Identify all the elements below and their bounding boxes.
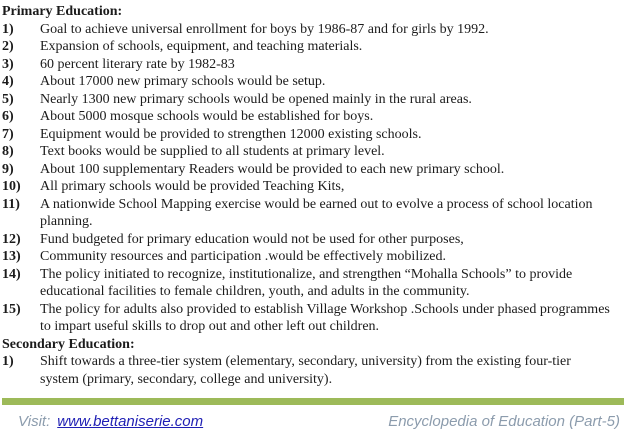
list-item <box>2 56 625 74</box>
section-heading: Primary Education: <box>2 4 123 19</box>
list-item <box>2 38 625 56</box>
list-item-number: 5) <box>2 91 14 107</box>
list-item-number: 7) <box>2 126 14 142</box>
list-item-number: 4) <box>2 74 14 89</box>
sections-container <box>2 3 625 388</box>
footer-visit-area <box>18 413 203 430</box>
list-item-text: About 17000 new primary schools would be setup. <box>40 74 326 89</box>
list-item <box>2 301 625 336</box>
list-item-text: Expansion of schools, equipment, and teaching materials. <box>40 39 363 54</box>
section-heading: Secondary Education: <box>2 336 135 352</box>
list-item <box>2 196 625 231</box>
list-item <box>2 73 625 91</box>
list-item-number: 2) <box>2 39 14 54</box>
list-item-text: The policy for adults also provided to establish Village Workshop .Schools under phased programmes to impart useful skills to drop out and other left out children. <box>40 301 610 334</box>
list-item <box>2 178 625 196</box>
list-item <box>2 108 625 126</box>
list-item <box>2 248 625 266</box>
list-item-text: Fund budgeted for primary education would not be used for other purposes, <box>40 231 464 247</box>
list-item <box>2 21 625 39</box>
list-item-number: 1) <box>2 21 14 37</box>
document-section <box>2 3 625 336</box>
list-item-text: About 5000 mosque schools would be established for boys. <box>40 109 374 124</box>
list-item-text: Nearly 1300 new primary schools would be opened mainly in the rural areas. <box>40 91 472 107</box>
footer <box>0 405 627 430</box>
list-item <box>2 161 625 179</box>
list-item-text: Shift towards a three-tier system (elementary, secondary, university) from the existing four-tier system (primary, secondary, college and university). <box>40 354 571 387</box>
list-item-number: 9) <box>2 161 14 177</box>
list-item-text: Text books would be supplied to all students at primary level. <box>40 144 385 159</box>
list-item-text: About 100 supplementary Readers would be provided to each new primary school. <box>40 161 505 177</box>
list-item-text: Community resources and participation .would be effectively mobilized. <box>40 249 447 264</box>
list-item <box>2 266 625 301</box>
list-item-number: 14) <box>2 266 21 282</box>
list-item <box>2 231 625 249</box>
list-item <box>2 353 625 388</box>
list-item-text: Equipment would be provided to strengthen 12000 existing schools. <box>40 126 422 142</box>
website-link[interactable]: www.bettaniserie.com <box>57 413 204 430</box>
list-item-text: The policy initiated to recognize, institutionalize, and strengthen “Mohalla Schools” to provide educational facilities to female children, youth, and adults in the community. <box>40 266 573 299</box>
list-item <box>2 91 625 109</box>
document-section <box>2 336 625 389</box>
footer-divider-bar <box>2 398 624 405</box>
list-item-number: 10) <box>2 179 21 194</box>
list-item-text: All primary schools would be provided Teaching Kits, <box>40 179 345 194</box>
list-item-text: A nationwide School Mapping exercise would be earned out to evolve a process of school location planning. <box>40 196 593 229</box>
visit-label: Visit: <box>18 413 51 430</box>
list-item-number: 1) <box>2 354 14 369</box>
list-item-text: Goal to achieve universal enrollment for boys by 1986-87 and for girls by 1992. <box>40 21 489 37</box>
list-item-number: 6) <box>2 109 14 124</box>
list-item-number: 15) <box>2 301 21 317</box>
list-item-text: 60 percent literary rate by 1982-83 <box>40 56 235 72</box>
publication-title: Encyclopedia of Education (Part-5) <box>388 413 620 430</box>
list-item-number: 12) <box>2 231 21 247</box>
list-item-number: 3) <box>2 56 14 72</box>
list-item <box>2 143 625 161</box>
list-item-number: 11) <box>2 196 20 212</box>
list-item <box>2 126 625 144</box>
list-item-number: 13) <box>2 249 21 264</box>
list-item-number: 8) <box>2 144 14 159</box>
